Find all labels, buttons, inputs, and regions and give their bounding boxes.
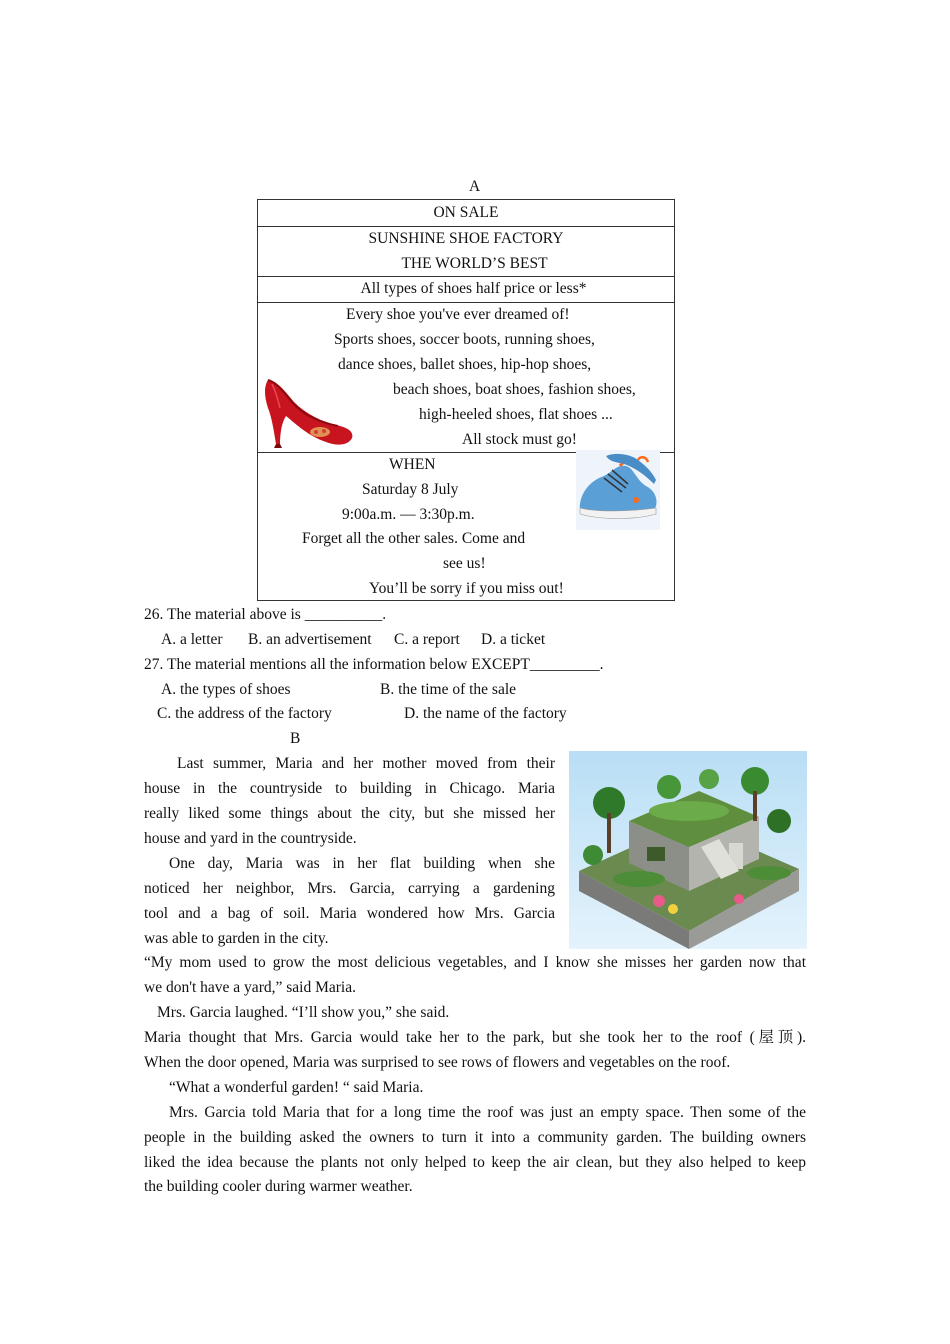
ad-when-line: You’ll be sorry if you miss out!	[369, 580, 564, 597]
passage-line: When the door opened, Maria was surprised to see rows of flowers and vegetables on the roof.	[144, 1054, 731, 1071]
ad-types-line: Every shoe you've ever dreamed of!	[346, 306, 570, 323]
passage-line: Maria thought that Mrs. Garcia would take her to the park, but she took her to the roof (屋顶).	[144, 1029, 806, 1046]
q26-option-a[interactable]: A. a letter	[161, 631, 223, 648]
passage-line: really liked some things about the city, but she missed her	[144, 805, 555, 822]
passage-line: the building cooler during warmer weather.	[144, 1178, 413, 1195]
ad-types-line: beach shoes, boat shoes, fashion shoes,	[393, 381, 636, 398]
ad-when-heading: WHEN	[389, 456, 436, 473]
ad-types-line: Sports shoes, soccer boots, running shoes,	[334, 331, 595, 348]
passage-line: liked the idea because the plants not only helped to keep the air clean, but they also helped to keep	[144, 1154, 806, 1171]
ad-when-line: Forget all the other sales. Come and	[302, 530, 526, 547]
ad-types-line: All stock must go!	[462, 431, 577, 448]
ad-factory-name: SUNSHINE SHOE FACTORY	[368, 230, 564, 247]
ad-on-sale-text: ON SALE	[433, 204, 499, 221]
passage-line: “What a wonderful garden! “ said Maria.	[169, 1079, 424, 1096]
passage-line: house and yard in the countryside.	[144, 830, 357, 847]
ad-row-factory	[258, 226, 674, 277]
passage-line: was able to garden in the city.	[144, 930, 329, 947]
passage-line: Mrs. Garcia told Maria that for a long time the roof was just an empty space. Then some of the	[169, 1104, 806, 1121]
passage-line: we don't have a yard,” said Maria.	[144, 979, 356, 996]
advertisement-box	[257, 199, 675, 601]
question-27: 27. The material mentions all the information below EXCEPT_________.	[144, 656, 604, 673]
passage-line: Last summer, Maria and her mother moved from their	[177, 755, 555, 772]
q27-option-b[interactable]: B. the time of the sale	[380, 681, 517, 698]
red-high-heel-icon	[262, 374, 354, 448]
ad-types-line: high-heeled shoes, flat shoes ...	[419, 406, 613, 423]
ad-tagline: THE WORLD’S BEST	[401, 255, 548, 272]
question-26: 26. The material above is __________.	[144, 606, 387, 623]
ad-price-text: All types of shoes half price or less*	[360, 280, 587, 297]
q27-option-a[interactable]: A. the types of shoes	[161, 681, 291, 698]
section-b-label: B	[290, 730, 301, 747]
section-a-label: A	[469, 178, 481, 195]
ad-row-shoe-types	[258, 302, 674, 453]
ad-time: 9:00a.m. — 3:30p.m.	[342, 506, 475, 523]
ad-row-price	[258, 276, 674, 303]
q27-option-c[interactable]: C. the address of the factory	[157, 705, 332, 722]
rooftop-garden-image	[569, 751, 807, 949]
passage-line: tool and a bag of soil. Maria wondered how Mrs. Garcia	[144, 905, 555, 922]
passage-line: people in the building asked the owners to turn it into a community garden. The building owners	[144, 1129, 806, 1146]
ad-types-line: dance shoes, ballet shoes, hip-hop shoes,	[338, 356, 592, 373]
ad-when-line: see us!	[443, 555, 486, 572]
ad-row-when	[258, 452, 674, 602]
passage-line: Mrs. Garcia laughed. “I’ll show you,” she said.	[157, 1004, 450, 1021]
passage-line: noticed her neighbor, Mrs. Garcia, carrying a gardening	[144, 880, 555, 897]
passage-line: house in the countryside to building in Chicago. Maria	[144, 780, 555, 797]
q27-option-d[interactable]: D. the name of the factory	[404, 705, 567, 722]
passage-line: “My mom used to grow the most delicious vegetables, and I know she misses her garden now that	[144, 954, 806, 971]
q26-option-c[interactable]: C. a report	[394, 631, 460, 648]
ad-date: Saturday 8 July	[362, 481, 459, 498]
q26-option-d[interactable]: D. a ticket	[481, 631, 546, 648]
q26-option-b[interactable]: B. an advertisement	[248, 631, 372, 648]
ad-row-on-sale	[258, 200, 674, 227]
passage-line: One day, Maria was in her flat building when she	[169, 855, 555, 872]
blue-sneakers-icon	[576, 450, 660, 530]
